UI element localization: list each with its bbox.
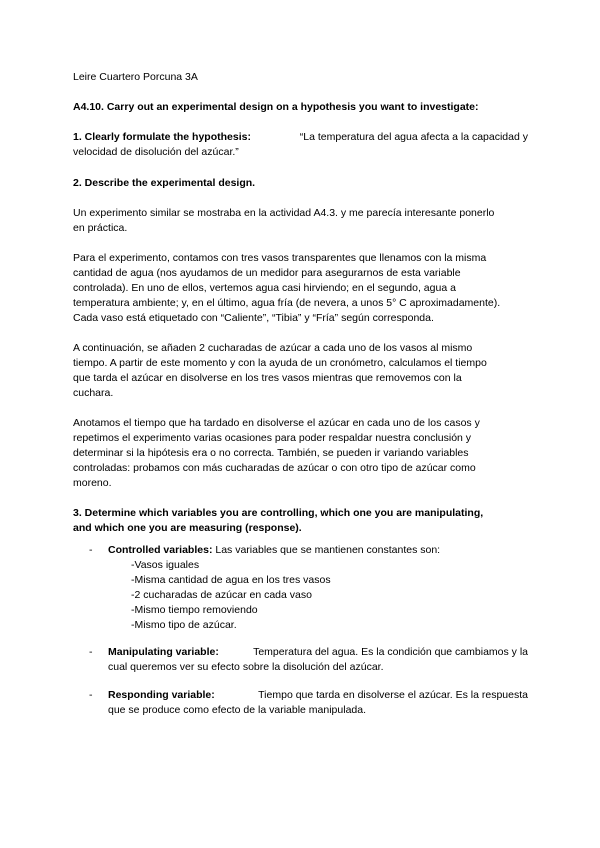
paragraph-4-line: determinar si la hipótesis era o no correcta. También, se pueden ir variando variables bbox=[73, 447, 469, 459]
paragraph-2-line: temperatura ambiente; y, en el último, agua fría (de nevera, a unos 5° C aproximadamente). bbox=[73, 297, 501, 309]
paragraph-4-line: Anotamos el tiempo que ha tardado en disolverse el azúcar en cada uno de los casos y bbox=[73, 417, 480, 429]
controlled-item: -Misma cantidad de agua en los tres vasos bbox=[131, 574, 331, 586]
bullet-dash: - bbox=[89, 689, 93, 701]
paragraph-3-line: que tarda el azúcar en disolverse en los tres vasos mientras que removemos con la bbox=[73, 372, 462, 384]
hypothesis-text-2: velocidad de disolución del azúcar.” bbox=[73, 146, 239, 158]
paragraph-4-line: moreno. bbox=[73, 477, 112, 489]
section2-heading: 2. Describe the experimental design. bbox=[73, 177, 256, 189]
section3-heading-1: 3. Determine which variables you are controlling, which one you are manipulating, bbox=[73, 507, 484, 519]
paragraph-2-line: Cada vaso está etiquetado con “Caliente”, “Tibia” y “Fría” según corresponda. bbox=[73, 312, 434, 324]
task-title: A4.10. Carry out an experimental design on a hypothesis you want to investigate: bbox=[73, 101, 479, 113]
bullet-dash: - bbox=[89, 646, 93, 658]
controlled-label: Controlled variables: bbox=[108, 544, 213, 556]
paragraph-1-line: Un experimento similar se mostraba en la actividad A4.3. y me parecía interesante ponerlo bbox=[73, 207, 495, 219]
bullet-dash: - bbox=[89, 544, 93, 556]
author-line: Leire Cuartero Porcuna 3A bbox=[73, 71, 198, 83]
controlled-item: -Mismo tipo de azúcar. bbox=[131, 619, 237, 631]
manipulating-label: Manipulating variable: bbox=[108, 646, 219, 658]
controlled-item: -Mismo tiempo removiendo bbox=[131, 604, 258, 616]
paragraph-2-line: controlada). En uno de ellos, vertemos agua casi hirviendo; en el segundo, agua a bbox=[73, 282, 456, 294]
manipulating-text-1: Temperatura del agua. Es la condición que cambiamos y la bbox=[253, 646, 528, 658]
paragraph-1-line: en práctica. bbox=[73, 222, 128, 234]
paragraph-3-line: tiempo. A partir de este momento y con la ayuda de un cronómetro, calculamos el tiempo bbox=[73, 357, 487, 369]
paragraph-3-line: cuchara. bbox=[73, 387, 114, 399]
manipulating-text-2: cual queremos ver su efecto sobre la disolución del azúcar. bbox=[108, 661, 384, 673]
responding-label: Responding variable: bbox=[108, 689, 215, 701]
paragraph-3-line: A continuación, se añaden 2 cucharadas de azúcar a cada uno de los vasos al mismo bbox=[73, 342, 473, 354]
controlled-text: Las variables que se mantienen constantes son: bbox=[215, 544, 441, 556]
paragraph-2-line: cantidad de agua (nos ayudamos de un medidor para asegurarnos de esta variable bbox=[73, 267, 461, 279]
paragraph-2-line: Para el experimento, contamos con tres vasos transparentes que llenamos con la misma bbox=[73, 252, 487, 264]
responding-variable-line-1 bbox=[108, 688, 528, 703]
hypothesis-line-1 bbox=[73, 130, 528, 145]
section3-heading-2: and which one you are measuring (response). bbox=[73, 522, 302, 534]
paragraph-4-line: controladas: probamos con más cucharadas de azúcar o con otro tipo de azúcar como bbox=[73, 462, 476, 474]
controlled-variables bbox=[108, 543, 440, 558]
section1-heading: 1. Clearly formulate the hypothesis: bbox=[73, 131, 251, 143]
responding-text-1: Tiempo que tarda en disolverse el azúcar. Es la respuesta bbox=[258, 689, 528, 701]
manipulating-variable-line-1 bbox=[108, 645, 528, 660]
controlled-item: -Vasos iguales bbox=[131, 559, 200, 571]
responding-text-2: que se produce como efecto de la variable manipulada. bbox=[108, 704, 366, 716]
hypothesis-text-1: “La temperatura del agua afecta a la capacidad y bbox=[299, 131, 528, 143]
paragraph-4-line: repetimos el experimento varias ocasiones para poder respaldar nuestra conclusión y bbox=[73, 432, 472, 444]
controlled-item: -2 cucharadas de azúcar en cada vaso bbox=[131, 589, 312, 601]
